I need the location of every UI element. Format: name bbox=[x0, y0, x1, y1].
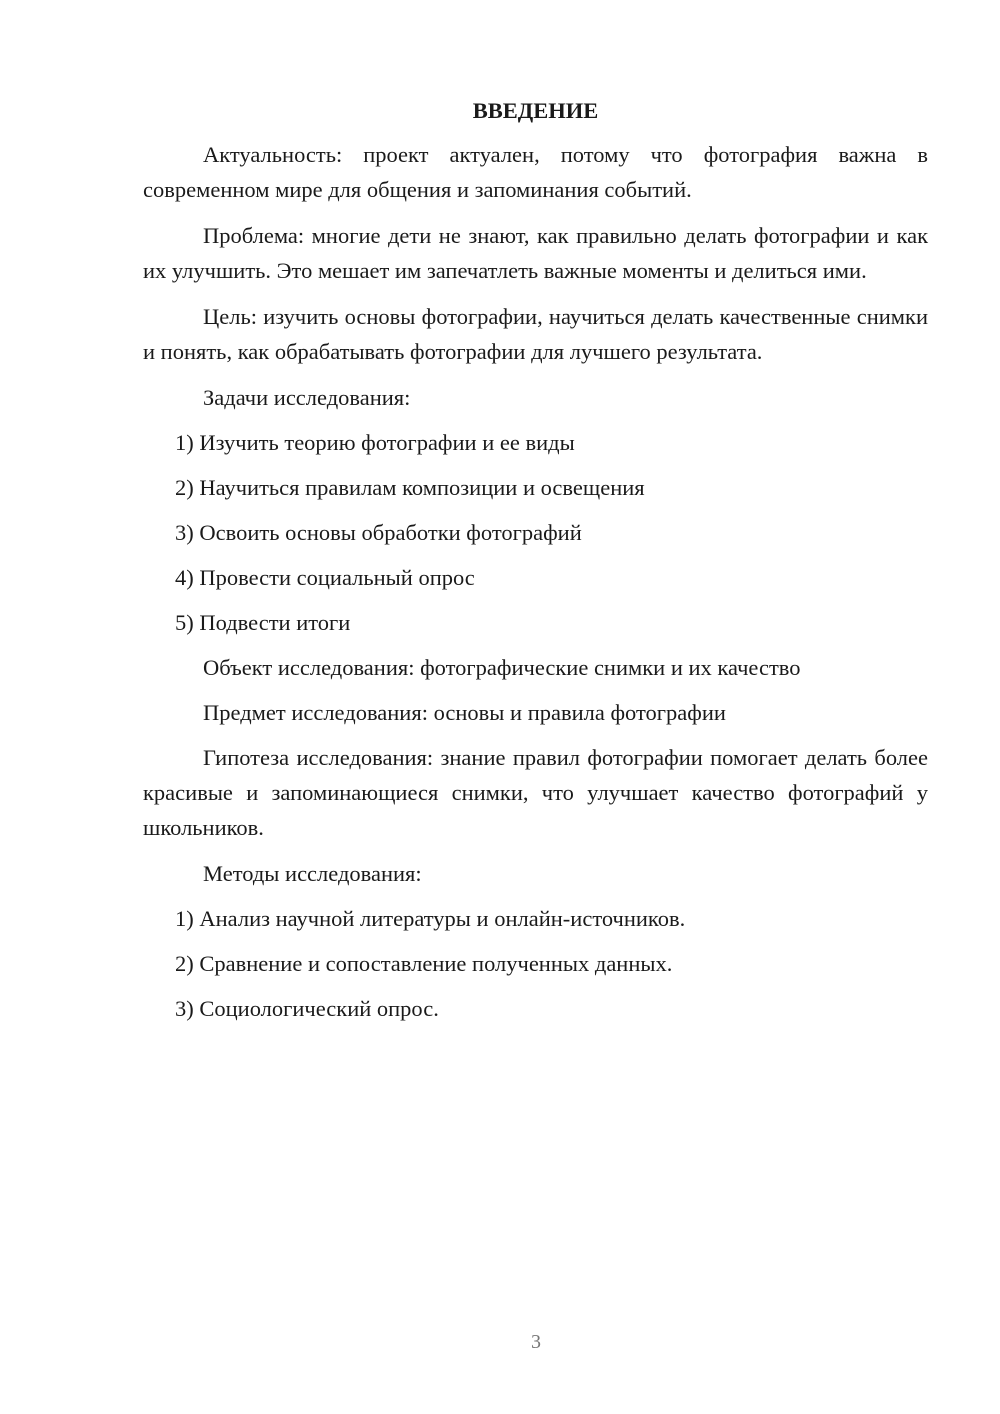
list-item: 2) Научиться правилам композиции и освещения bbox=[175, 475, 645, 500]
hypothesis-paragraph: Гипотеза исследования: знание правил фотографии помогает делать более красивые и запоминающиеся снимки, что улучшает качество фотографий у школьников. bbox=[143, 745, 928, 840]
object-paragraph: Объект исследования: фотографические снимки и их качество bbox=[203, 655, 801, 680]
methods-heading: Методы исследования: bbox=[203, 861, 422, 886]
list-item: 3) Освоить основы обработки фотографий bbox=[175, 520, 582, 545]
problem-paragraph: Проблема: многие дети не знают, как правильно делать фотографии и как их улучшить. Это мешает им запечатлеть важные моменты и делиться ими. bbox=[143, 223, 928, 283]
page-number: 3 bbox=[531, 1331, 541, 1353]
tasks-list bbox=[143, 425, 928, 640]
list-item: 5) Подвести итоги bbox=[175, 610, 351, 635]
list-item: 2) Сравнение и сопоставление полученных данных. bbox=[175, 951, 673, 976]
list-item: 1) Изучить теорию фотографии и ее виды bbox=[175, 430, 575, 455]
list-item: 4) Провести социальный опрос bbox=[175, 565, 475, 590]
subject-paragraph: Предмет исследования: основы и правила фотографии bbox=[203, 700, 726, 725]
page-content bbox=[143, 93, 928, 1036]
goal-paragraph: Цель: изучить основы фотографии, научиться делать качественные снимки и понять, как обрабатывать фотографии для лучшего результата. bbox=[143, 304, 928, 364]
tasks-heading: Задачи исследования: bbox=[203, 385, 411, 410]
list-item: 1) Анализ научной литературы и онлайн-источников. bbox=[175, 906, 686, 931]
methods-list bbox=[143, 901, 928, 1026]
section-title: ВВЕДЕНИЕ bbox=[472, 98, 599, 123]
relevance-paragraph: Актуальность: проект актуален, потому что фотография важна в современном мире для общения и запоминания событий. bbox=[143, 142, 928, 202]
list-item: 3) Социологический опрос. bbox=[175, 996, 439, 1021]
